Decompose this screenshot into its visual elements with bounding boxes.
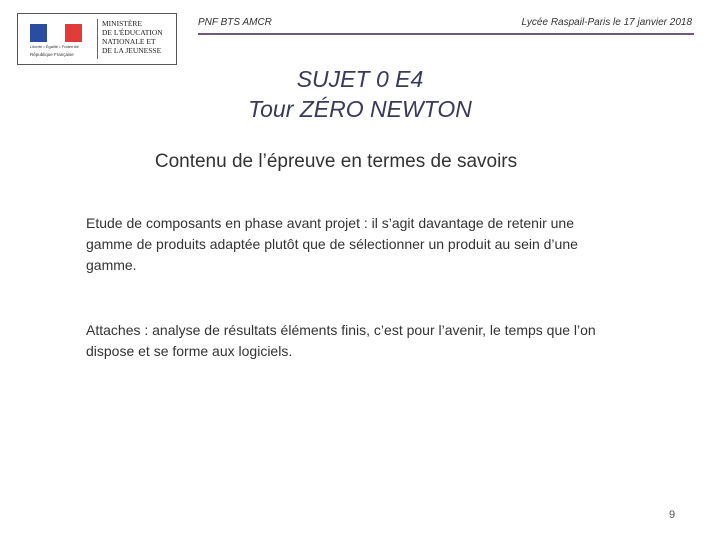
ministry-name: [102, 19, 176, 55]
paragraph-attaches: Attaches : analyse de résultats éléments finis, c’est pour l’avenir, le temps que l’on dispose et se forme aux logiciels.: [86, 322, 596, 359]
header-location-date: Lycée Raspail-Paris le 17 janvier 2018: [521, 17, 692, 28]
header-rule: [198, 33, 694, 35]
header-course: PNF BTS AMCR: [198, 17, 272, 28]
ministry-line: MINISTÈRE: [102, 19, 142, 28]
logo-divider: [97, 19, 98, 59]
page-number: 9: [669, 509, 676, 521]
french-flag-icon: [30, 24, 82, 42]
ministry-line: NATIONALE ET: [102, 37, 156, 46]
paragraph-components: Etude de composants en phase avant projet : il s’agit davantage de retenir une gamme de produits adaptée plutôt que de sélectionner un produit au sein d’une gamme.: [86, 215, 578, 273]
republic-motto: Liberté • Égalité • Fraternité: [30, 44, 79, 49]
ministry-line: DE L'ÉDUCATION: [102, 28, 163, 37]
ministry-line: DE LA JEUNESSE: [102, 46, 162, 55]
slide-title-line2: Tour ZÉRO NEWTON: [248, 96, 472, 122]
marianne-block: [24, 20, 102, 60]
section-heading: Contenu de l’épreuve en termes de savoirs: [154, 151, 518, 172]
slide-title-line1: SUJET 0 E4: [296, 66, 424, 92]
ministry-logo: [17, 13, 177, 65]
republic-label: République Française: [30, 52, 74, 57]
